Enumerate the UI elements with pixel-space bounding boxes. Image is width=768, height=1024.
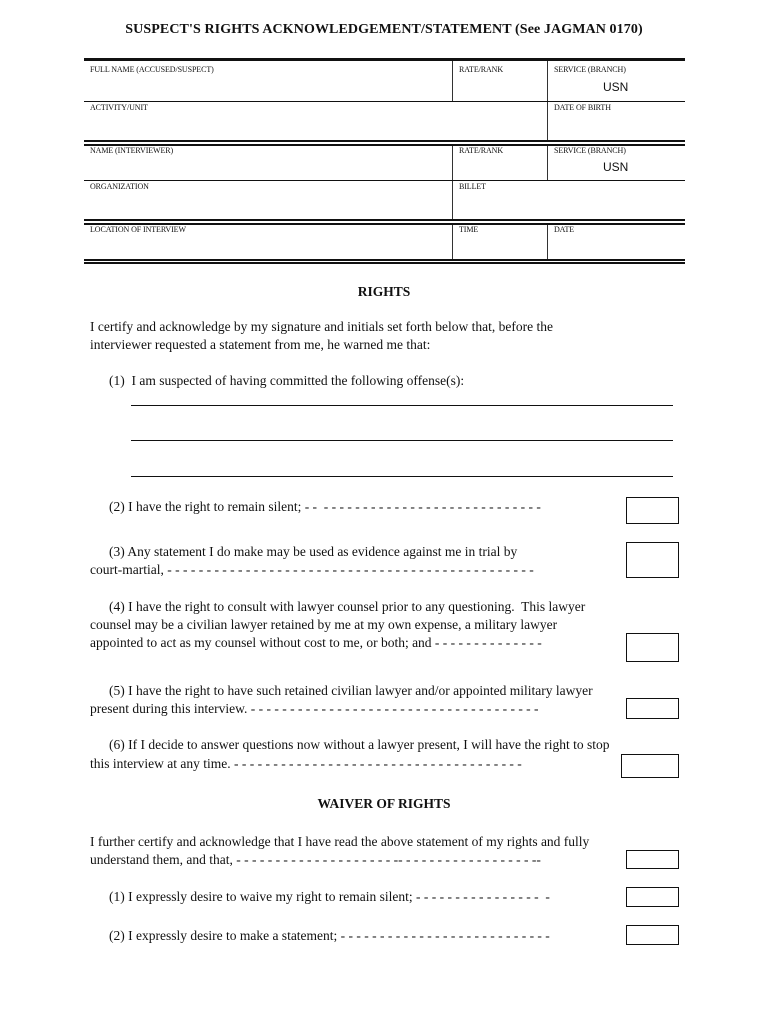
initials-box-right-3[interactable] xyxy=(626,542,679,578)
initials-box-waiver-2[interactable] xyxy=(626,925,679,945)
right-item-1: (1) I am suspected of having committed the following offense(s): xyxy=(109,373,465,388)
right-item-5-line-1: (5) I have the right to have such retained civilian lawyer and/or appointed military lawyer xyxy=(109,683,593,698)
interviewer-service-value: USN xyxy=(603,160,629,174)
rights-heading: RIGHTS xyxy=(357,284,411,299)
initials-box-right-4[interactable] xyxy=(626,633,679,662)
cell-divider xyxy=(547,146,548,180)
row-divider xyxy=(84,180,685,181)
right-item-3-line-2: court-martial, - - - - - - - - - - - - - - - - - - - - - - - - - - - - - - - - - - - - - - - - - - - - - - - xyxy=(90,562,534,577)
right-item-4-line-2: counsel may be a civilian lawyer retained by me at my own expense, a military lawyer xyxy=(90,617,558,632)
service-branch-value: USN xyxy=(603,80,629,94)
initials-box-waiver-intro[interactable] xyxy=(626,850,679,869)
right-item-6-line-1: (6) If I decide to answer questions now without a lawyer present, I will have the right to stop xyxy=(109,737,610,752)
offense-line-3[interactable] xyxy=(131,476,673,477)
location-label: LOCATION OF INTERVIEW xyxy=(90,225,186,234)
cell-divider xyxy=(452,181,453,219)
initials-box-right-6[interactable] xyxy=(621,754,679,778)
form-title: SUSPECT'S RIGHTS ACKNOWLEDGEMENT/STATEMENT (See JAGMAN 0170) xyxy=(125,22,643,37)
waiver-item-2: (2) I expressly desire to make a statement; - - - - - - - - - - - - - - - - - - - - - - - - - - - xyxy=(109,928,550,943)
interviewer-service-label: SERVICE (BRANCH) xyxy=(554,146,626,155)
activity-unit-label: ACTIVITY/UNIT xyxy=(90,103,148,112)
right-item-6-line-2: this interview at any time. - - - - - - - - - - - - - - - - - - - - - - - - - - - - - - - - - - - - - xyxy=(90,756,522,771)
waiver-intro-line-1: I further certify and acknowledge that I have read the above statement of my rights and fully xyxy=(90,834,590,849)
rights-intro-line-1: I certify and acknowledge by my signature and initials set forth below that, before the xyxy=(90,319,553,334)
right-item-4-line-1: (4) I have the right to consult with lawyer counsel prior to any questioning. This lawyer xyxy=(109,599,586,614)
cell-divider xyxy=(452,225,453,259)
table-top-border xyxy=(84,58,685,61)
billet-label: BILLET xyxy=(459,182,486,191)
right-item-5-line-2: present during this interview. - - - - - - - - - - - - - - - - - - - - - - - - - - - - - - - - - - - - - xyxy=(90,701,539,716)
row-divider xyxy=(84,101,685,102)
offense-line-2[interactable] xyxy=(131,440,673,441)
cell-divider xyxy=(547,225,548,259)
date-of-birth-label: DATE OF BIRTH xyxy=(554,103,611,112)
rights-intro-line-2: interviewer requested a statement from me, he warned me that: xyxy=(90,337,431,352)
interviewer-rate-rank-label: RATE/RANK xyxy=(459,146,503,155)
initials-box-waiver-1[interactable] xyxy=(626,887,679,907)
table-bottom-border xyxy=(84,259,685,261)
offense-line-1[interactable] xyxy=(131,405,673,406)
section-divider xyxy=(84,140,685,142)
service-branch-label: SERVICE (BRANCH) xyxy=(554,65,626,74)
time-label: TIME xyxy=(459,225,479,234)
interviewer-name-label: NAME (INTERVIEWER) xyxy=(90,146,174,155)
initials-box-right-2[interactable] xyxy=(626,497,679,524)
date-label: DATE xyxy=(554,225,575,234)
right-item-4-line-3: appointed to act as my counsel without cost to me, or both; and - - - - - - - - - - - - - - xyxy=(90,635,542,650)
waiver-intro-line-2: understand them, and that, - - - - - - - - - - - - - - - - - - - - -- - - - - - - - - - - - - - - - - -- xyxy=(90,852,541,867)
cell-divider xyxy=(452,61,453,101)
right-item-3-line-1: (3) Any statement I do make may be used as evidence against me in trial by xyxy=(109,544,518,559)
cell-divider xyxy=(452,146,453,180)
waiver-item-1: (1) I expressly desire to waive my right to remain silent; - - - - - - - - - - - - - - - - - xyxy=(109,889,550,904)
initials-box-right-5[interactable] xyxy=(626,698,679,719)
rate-rank-label: RATE/RANK xyxy=(459,65,503,74)
waiver-heading: WAIVER OF RIGHTS xyxy=(317,796,451,811)
table-bottom-border xyxy=(84,262,685,264)
full-name-label: FULL NAME (ACCUSED/SUSPECT) xyxy=(90,65,214,74)
section-divider xyxy=(84,219,685,221)
right-item-2: (2) I have the right to remain silent; - - - - - - - - - - - - - - - - - - - - - - - - - - - - - - xyxy=(109,499,541,514)
organization-label: ORGANIZATION xyxy=(90,182,149,191)
